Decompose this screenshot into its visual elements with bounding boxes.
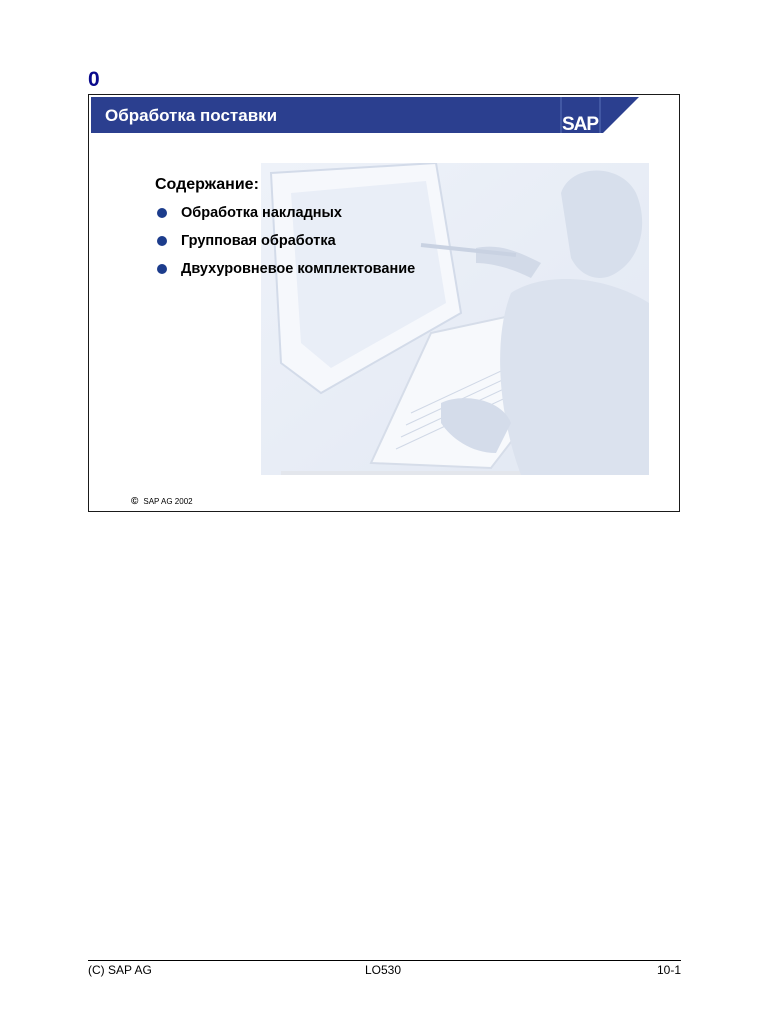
footer-publisher: (C) SAP AG (88, 963, 152, 977)
page-footer (88, 960, 681, 979)
list-item-label: Обработка накладных (181, 205, 343, 221)
slide-frame (88, 94, 680, 512)
list-item-label: Двухуровневое комплектование (181, 261, 416, 277)
list-item (155, 260, 415, 288)
contents-heading: Содержание: (155, 176, 259, 193)
contents-section (155, 176, 415, 288)
copyright-text: SAP AG 2002 (143, 497, 193, 506)
footer-course-code: LO530 (365, 963, 402, 977)
contents-list (155, 204, 415, 288)
footer-page-number: 10-1 (656, 963, 681, 977)
bullet-icon (157, 264, 167, 274)
copyright-icon: © (131, 496, 139, 507)
bullet-icon (157, 208, 167, 218)
list-item-label: Групповая обработка (181, 233, 336, 249)
slide-title: Обработка поставки (105, 106, 278, 125)
list-item (155, 204, 415, 232)
copyright-notice (131, 496, 193, 507)
title-bar (91, 97, 677, 133)
bullet-icon (157, 236, 167, 246)
sap-logo: SAP (562, 114, 599, 135)
list-item (155, 232, 415, 260)
chapter-number: 0 (88, 68, 100, 91)
